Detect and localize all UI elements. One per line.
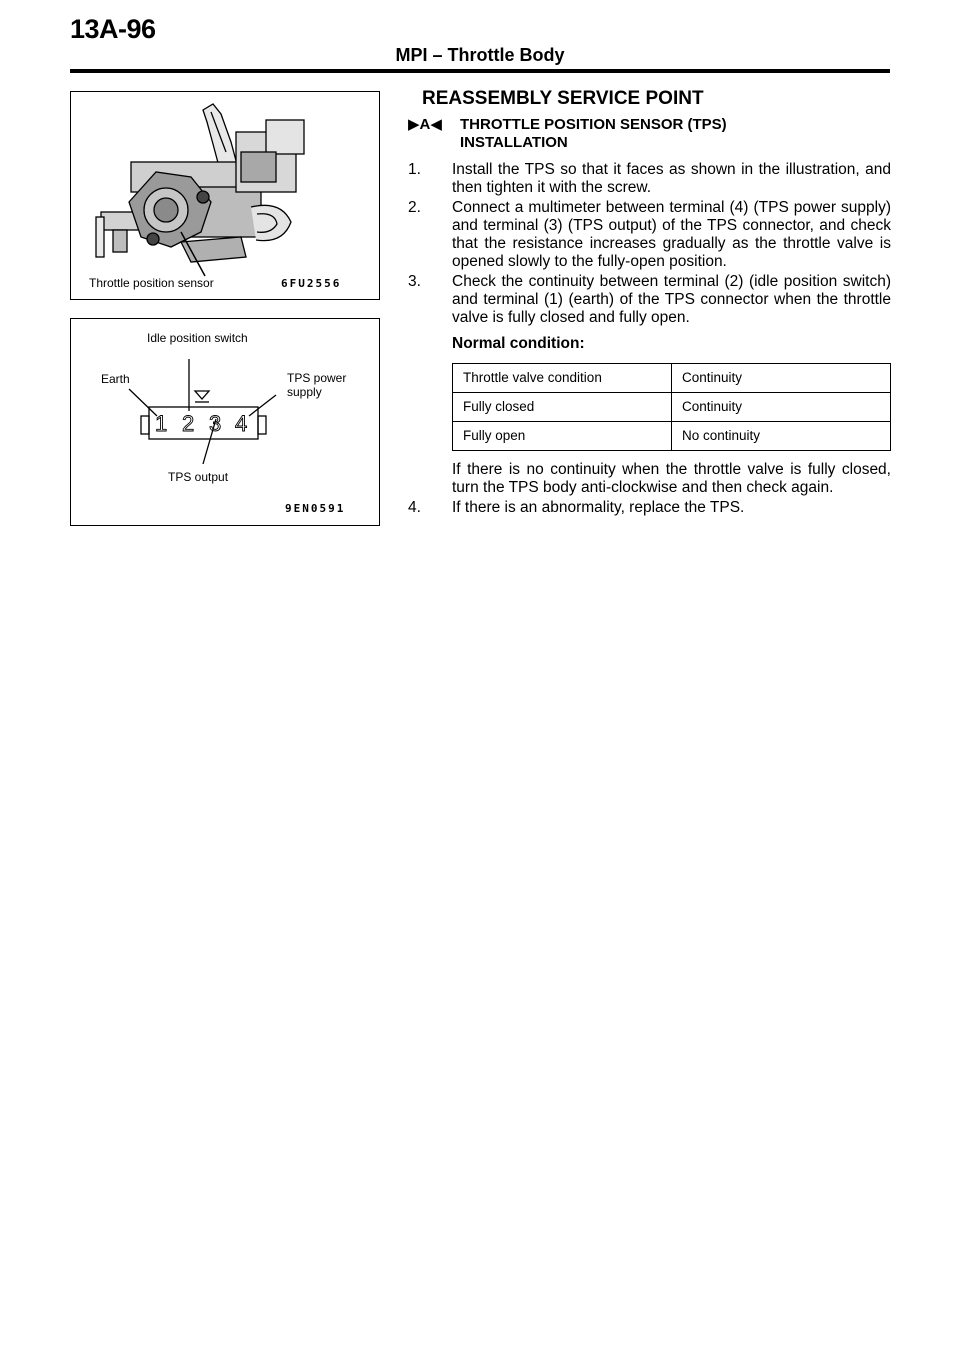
marker-letter: A (419, 116, 431, 133)
step-1 (408, 161, 891, 197)
service-point-marker (408, 116, 460, 134)
tps-output-label: TPS output (168, 470, 229, 484)
section-title: REASSEMBLY SERVICE POINT (422, 88, 704, 109)
left-triangle-icon: ◀ (430, 116, 442, 133)
step-text: Install the TPS so that it faces as shown in the illustration, and then tighten it with the screw. (452, 161, 891, 196)
step-number: 4. (408, 499, 421, 516)
step-4 (408, 499, 891, 517)
step-number: 2. (408, 199, 421, 216)
pin-2: 2 (182, 411, 195, 436)
main-content (408, 90, 891, 519)
throttle-body-illustration (71, 92, 379, 299)
tps-power-label: TPS power (287, 371, 347, 385)
figure-code: 9EN0591 (285, 502, 346, 515)
normal-condition-heading: Normal condition: (452, 335, 585, 352)
table-cell: Fully open (453, 422, 672, 451)
subsection-title (460, 116, 891, 152)
step-text: If there is an abnormality, replace the TPS. (452, 499, 745, 516)
connector-diagram (71, 319, 379, 525)
table-header-row (453, 364, 891, 393)
table-row (453, 393, 891, 422)
step-text: Check the continuity between terminal (2) (idle position switch) and terminal (1) (earth) of the TPS connector when the throttle valve is fully closed and fully open. (452, 273, 891, 326)
figure-code: 6FU2556 (281, 277, 342, 290)
step-text: Connect a multimeter between terminal (4) (TPS power supply) and terminal (3) (TPS output) of the TPS connector, and check that the resistance increases gradually as the throttle valve is opened slowly to the fully-open position. (452, 199, 891, 270)
note-text: If there is no continuity when the throttle valve is fully closed, turn the TPS body anti-clockwise and then check again. (452, 461, 891, 496)
tps-label: Throttle position sensor (89, 276, 214, 290)
table-cell: Fully closed (453, 393, 672, 422)
table-cell: Continuity (672, 393, 891, 422)
pin-3: 3 (209, 411, 222, 436)
step-number: 1. (408, 161, 421, 178)
page-code: 13A-96 (70, 14, 156, 44)
subsection-heading (408, 116, 891, 152)
page-title: MPI – Throttle Body (395, 45, 565, 65)
subsection-title-line2: INSTALLATION (460, 134, 568, 151)
header-rule (70, 69, 890, 73)
pin-1: 1 (155, 411, 168, 436)
subsection-title-line1: THROTTLE POSITION SENSOR (TPS) (460, 116, 727, 133)
table-header-cell: Throttle valve condition (453, 364, 672, 393)
tps-power-label-2: supply (287, 385, 322, 399)
idle-switch-label: Idle position switch (147, 331, 248, 345)
step-number: 3. (408, 273, 421, 290)
right-triangle-icon: ▶ (408, 116, 420, 133)
table-header-cell: Continuity (672, 364, 891, 393)
figure-connector (70, 318, 380, 526)
pin-4: 4 (235, 411, 248, 436)
figure-throttle-body (70, 91, 380, 300)
continuity-table (452, 363, 891, 451)
table-row (453, 422, 891, 451)
earth-label: Earth (101, 372, 130, 386)
table-cell: No continuity (672, 422, 891, 451)
step-2 (408, 199, 891, 271)
step-3 (408, 273, 891, 327)
